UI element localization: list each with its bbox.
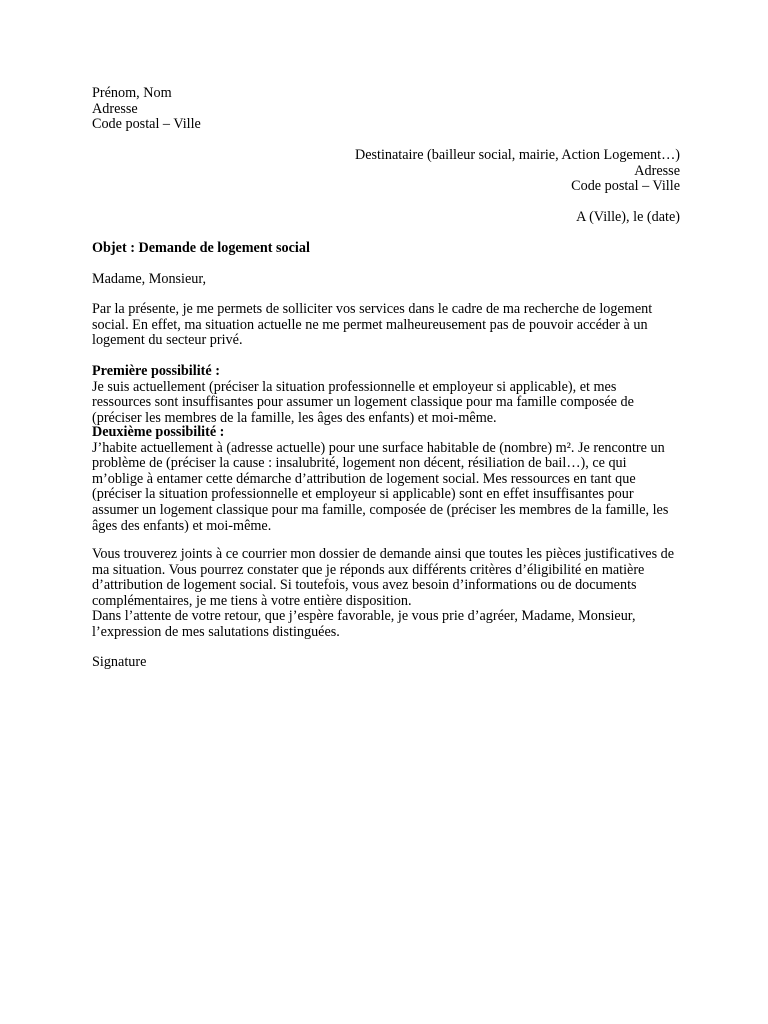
subject-line: [92, 241, 680, 257]
option2-line: m’oblige à entamer cette démarche d’attribution de logement social. Mes ressources en tant que: [92, 470, 636, 487]
salutation-text: Madame, Monsieur,: [92, 271, 207, 287]
place-date: [92, 210, 680, 226]
sender-name: Prénom, Nom: [92, 85, 172, 101]
recipient-name: Destinataire (bailleur social, mairie, Action Logement…): [354, 147, 680, 163]
recipient-postal-city: Code postal – Ville: [571, 178, 680, 195]
option2-heading: Deuxième possibilité :: [92, 424, 225, 440]
intro-line: logement du secteur privé.: [92, 332, 243, 349]
subject-text: Objet : Demande de logement social: [92, 240, 310, 256]
recipient-block: [92, 148, 680, 195]
intro-line: Par la présente, je me permets de solliciter vos services dans le cadre de ma recherche de logement: [92, 301, 653, 317]
sender-block: [92, 86, 680, 133]
sender-postal-city: Code postal – Ville: [92, 116, 201, 133]
place-date-text: A (Ville), le (date): [576, 209, 680, 225]
signature-text: Signature: [92, 654, 147, 670]
closing-line: Vous trouverez joints à ce courrier mon dossier de demande ainsi que toutes les pièces justificatives de: [92, 546, 675, 562]
sender-address: Adresse: [92, 100, 138, 117]
option1-heading: Première possibilité :: [92, 363, 220, 379]
option2-line: âges des enfants) et moi-même.: [92, 517, 272, 534]
closing-paragraph: [92, 547, 680, 641]
closing-line: Dans l’attente de votre retour, que j’espère favorable, je vous prie d’agréer, Madame, Monsieur,: [92, 608, 636, 625]
closing-line: l’expression de mes salutations distinguées.: [92, 623, 340, 640]
closing-line: complémentaires, je me tiens à votre entière disposition.: [92, 592, 412, 609]
option2-line: (préciser la situation professionnelle et employeur si applicable) sont en effet insuffisantes pour: [92, 486, 634, 503]
option2-line: J’habite actuellement à (adresse actuelle) pour une surface habitable de (nombre) m². Je rencontre un: [92, 439, 665, 456]
option2-line: problème de (préciser la cause : insalubrité, logement non décent, résiliation de bail…), ce qui: [92, 455, 627, 472]
intro-line: social. En effet, ma situation actuelle ne me permet malheureusement pas de pouvoir accéder à un: [92, 316, 648, 333]
closing-line: d’attribution de logement social. Si toutefois, vous avez besoin d’informations ou de documents: [92, 577, 637, 594]
option1-section: [92, 364, 680, 426]
option2-line: assumer un logement classique pour ma famille, composée de (préciser les membres de la famille, les: [92, 501, 669, 518]
signature-block: [92, 655, 680, 671]
option1-line: (préciser les membres de la famille, les âges des enfants) et moi-même.: [92, 409, 497, 426]
closing-line: ma situation. Vous pourrez constater que je réponds aux différents critères d’éligibilité en matière: [92, 561, 645, 578]
salutation: [92, 272, 680, 288]
option1-line: ressources sont insuffisantes pour assumer un logement classique pour ma famille composée de: [92, 394, 634, 411]
recipient-address: Adresse: [634, 162, 680, 179]
option1-line: Je suis actuellement (préciser la situation professionnelle et employeur si applicable), et mes: [92, 378, 617, 395]
option2-section: [92, 425, 680, 534]
intro-paragraph: [92, 302, 680, 349]
